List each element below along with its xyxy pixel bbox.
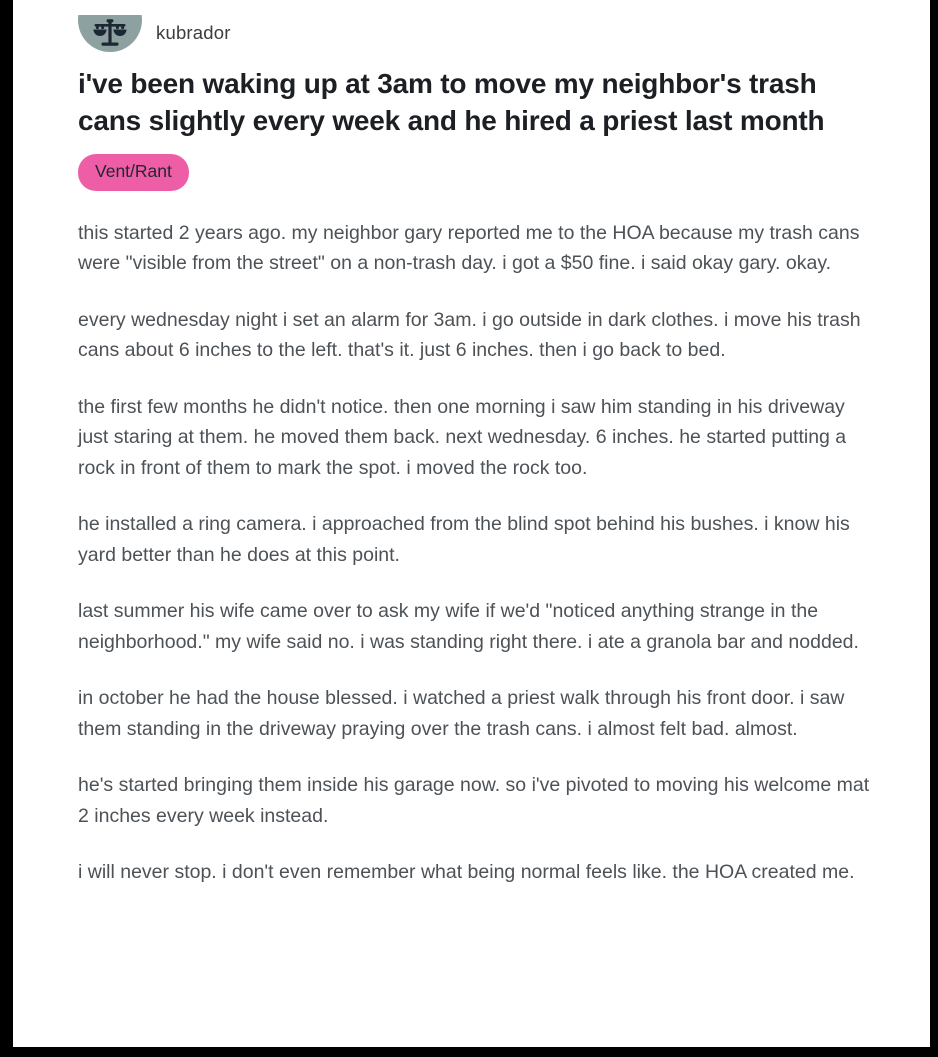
post-paragraph: he's started bringing them inside his garage now. so i've pivoted to moving his welcome mat 2 inches every week instead. — [78, 774, 870, 827]
post-body — [78, 218, 870, 888]
post-paragraph: i will never stop. i don't even remember what being normal feels like. the HOA created me. — [78, 861, 855, 883]
post-paragraph: in october he had the house blessed. i watched a priest walk through his front door. i saw them standing in the driveway praying over the trash cans. i almost felt bad. almost. — [78, 687, 845, 740]
post-paragraph: this started 2 years ago. my neighbor gary reported me to the HOA because my trash cans were "visible from the street" on a non-trash day. i got a $50 fine. i said okay gary. okay. — [78, 221, 860, 274]
flair-badge[interactable]: Vent/Rant — [78, 154, 189, 191]
post-content — [13, 0, 930, 888]
post-header — [78, 14, 870, 52]
avatar[interactable] — [78, 15, 142, 52]
username[interactable]: kubrador — [156, 22, 231, 43]
post-title: i've been waking up at 3am to move my neighbor's trash cans slightly every week and he hired a priest last month — [78, 68, 825, 136]
post-paragraph: the first few months he didn't notice. then one morning i saw him standing in his driveway just staring at them. he moved them back. next wednesday. 6 inches. he started putting a rock in front of them to mark the spot. i moved the rock too. — [78, 395, 847, 479]
post-paragraph: every wednesday night i set an alarm for 3am. i go outside in dark clothes. i move his trash cans about 6 inches to the left. that's it. just 6 inches. then i go back to bed. — [78, 308, 861, 361]
post-paragraph: he installed a ring camera. i approached from the blind spot behind his bushes. i know his yard better than he does at this point. — [78, 513, 850, 566]
scales-icon — [90, 17, 130, 49]
post-card — [13, 0, 930, 1047]
post-paragraph: last summer his wife came over to ask my wife if we'd "noticed anything strange in the neighborhood." my wife said no. i was standing right there. i ate a granola bar and nodded. — [78, 600, 859, 653]
